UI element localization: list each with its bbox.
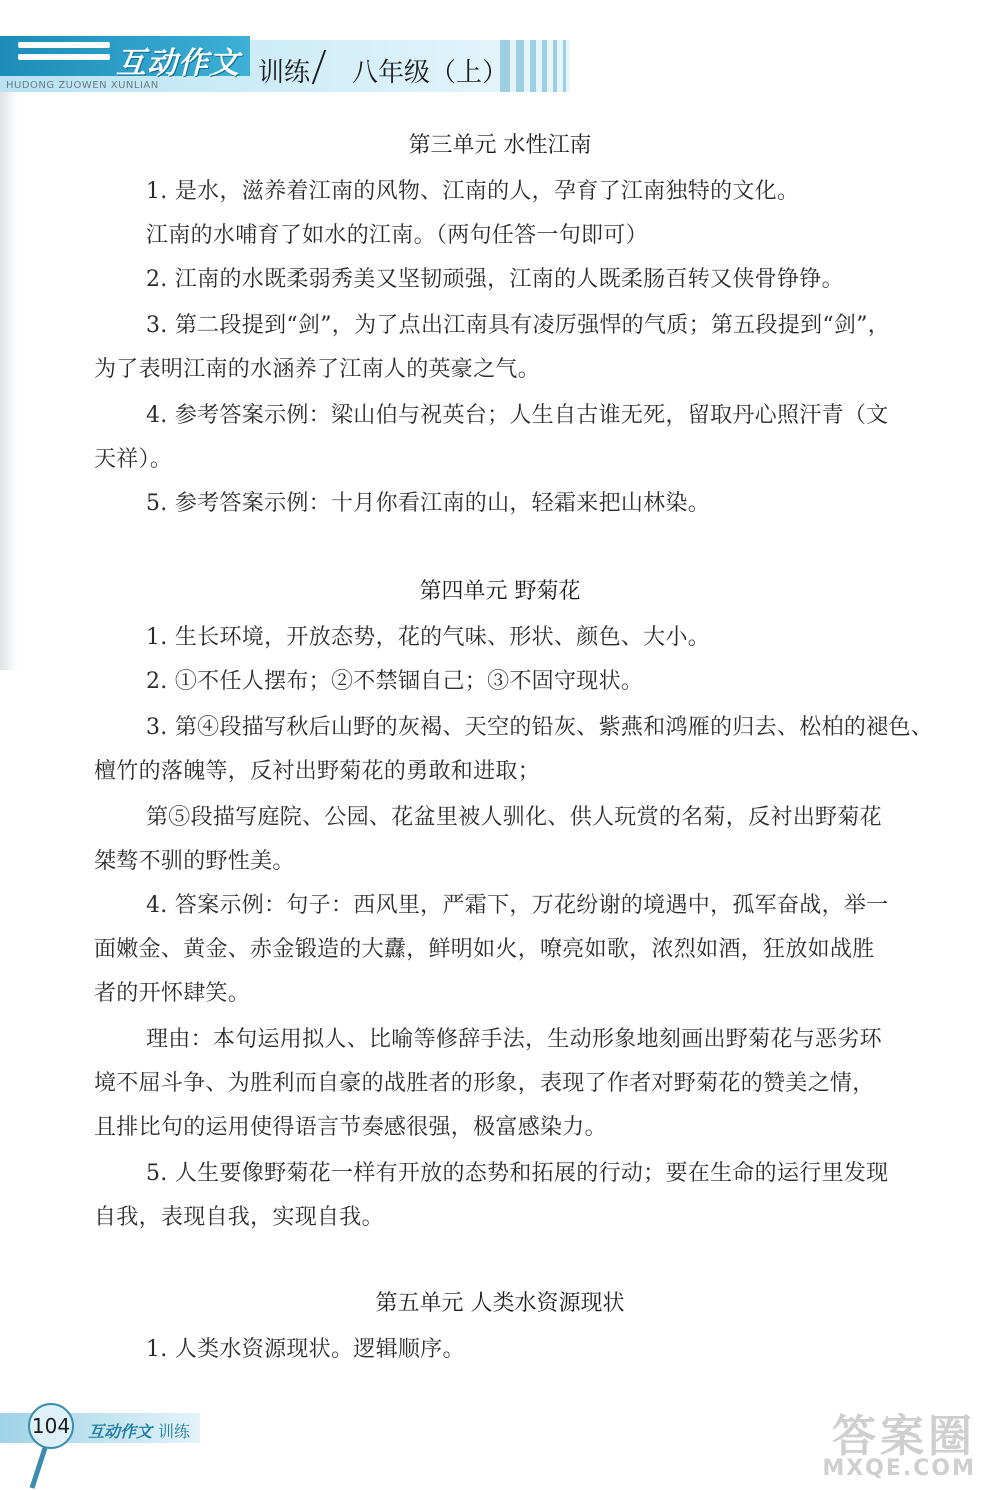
magnifier-handle-icon [30,1447,48,1488]
watermark-logo-text: 答案圈 [832,1411,976,1462]
answer-line: 2. ①不任人摆布；②不禁锢自己；③不固守现状。 [146,669,644,694]
answer-line: 5. 人生要像野菊花一样有开放的态势和拓展的行动；要在生命的运行里发现 [146,1161,889,1186]
answer-line: 3. 第二段提到“剑”，为了点出江南具有凌厉强悍的气质；第五段提到“剑”， [146,313,891,338]
logo-bars-icon [18,30,110,66]
answer-line: 3. 第④段描写秋后山野的灰褐、天空的铅灰、紫燕和鸿雁的归去、松柏的褪色、 [146,715,934,740]
answer-line: 桀骜不驯的野性美。 [94,849,295,874]
footer-brand: 互动作文 [88,1422,153,1441]
header-grade: 八年级（上） [352,58,509,88]
section-title: 第五单元 人类水资源现状 [375,1291,625,1316]
header-subtitle: 训练 [258,58,311,88]
watermark-url: MXQE.COM [822,1456,976,1481]
answer-line: 2. 江南的水既柔弱秀美又坚韧顽强，江南的人既柔肠百转又侠骨铮铮。 [146,267,844,292]
header-brand: 互动作文 [116,46,240,81]
page-number: 104 [28,1403,74,1449]
answer-line: 面嫩金、黄金、赤金锻造的大纛，鲜明如火，嘹亮如歌，浓烈如酒，狂放如战胜 [94,937,875,962]
answer-line: 第⑤段描写庭院、公园、花盆里被人驯化、供人玩赏的名菊，反衬出野菊花 [146,805,882,830]
watermark [726,1400,976,1480]
answer-line: 4. 答案示例：句子：西风里，严霜下，万花纷谢的境遇中，孤军奋战，举一 [146,893,889,918]
answer-line: 为了表明江南的水涵养了江南人的英豪之气。 [94,357,541,382]
answer-line: 4. 参考答案示例：梁山伯与祝英台；人生自古谁无死，留取丹心照汗青（文 [146,403,889,428]
answer-line: 理由：本句运用拟人、比喻等修辞手法，生动形象地刻画出野菊花与恶劣环 [146,1027,882,1052]
answer-line: 5. 参考答案示例：十月你看江南的山，轻霜来把山林染。 [146,491,711,516]
answer-line: 檀竹的落魄等，反衬出野菊花的勇敢和进取； [94,759,541,784]
answer-line: 自我，表现自我，实现自我。 [94,1205,384,1230]
answer-line: 1. 生长环境，开放态势，花的气味、形状、颜色、大小。 [146,625,711,650]
answer-line: 且排比句的运用使得语言节奏感很强，极富感染力。 [94,1115,607,1140]
answer-line: 1. 是水，滋养着江南的风物、江南的人，孕育了江南独特的文化。 [146,179,800,204]
answer-line: 1. 人类水资源现状。逻辑顺序。 [146,1337,465,1362]
answer-line: 境不屈斗争、为胜利而自豪的战胜者的形象，表现了作者对野菊花的赞美之情， [94,1071,875,1096]
page-header [0,0,1000,100]
answer-line: 者的开怀肆笑。 [94,981,251,1006]
header-stripes [500,40,580,92]
answer-line: 江南的水哺育了如水的江南。（两句任答一句即可） [146,223,648,248]
section-title: 第三单元 水性江南 [408,133,592,158]
header-pinyin: HUDONG ZUOWEN XUNLIAN [6,80,159,91]
section-title: 第四单元 野菊花 [419,579,581,604]
answer-line: 天祥）。 [94,447,173,472]
footer-brand-sub: 训练 [158,1422,191,1441]
